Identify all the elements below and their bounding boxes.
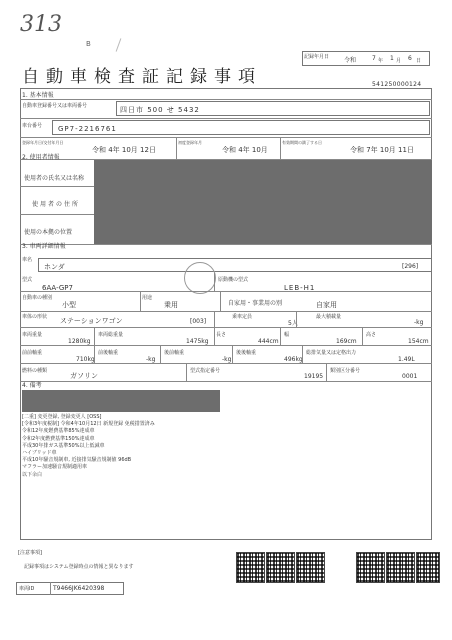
pencil-mark [116,38,122,51]
small-mark: B [86,40,91,48]
caution-header: [注意事項] [18,550,42,556]
regdate-value: 令和 4年 10月 12日 [92,146,156,154]
body-code: [003] [190,318,207,325]
kind-label: 自動車の種別 [22,295,53,301]
document-number: 541250000124 [372,81,422,88]
reg-number-value: 四日市 500 せ 5432 [120,106,200,114]
note-line: 平成10年騒音規制車, 近接排気騒音規制値 96dB [22,457,132,464]
maker-label: 車名 [22,257,33,263]
height-label: 高さ [366,332,377,338]
stamp-seal [184,262,216,294]
section1-header: 1. 基本情報 [22,92,54,99]
rear-rear-axle-value: 496kg [284,356,303,363]
expiry-label: 有効期間の満了する日 [282,140,322,145]
fuel-label: 燃料の種類 [22,368,48,374]
qr-code-4 [356,552,385,583]
category-value: 0001 [402,373,418,380]
use-label: 用途 [142,295,153,301]
document-title: 自動車検査証記録事項 [22,67,262,87]
maxload-label: 最大積載量 [316,314,342,320]
base-location-label: 使用の本拠の位置 [24,229,73,236]
front-front-axle-value: 710kg [76,356,95,363]
rear-front-axle-label: 後前軸重 [164,350,185,356]
biz-value: 自家用 [316,301,337,309]
gross-label: 車両総重量 [98,332,124,338]
maker-code: [296] [402,263,419,270]
section3-header: 3. 車両詳細情報 [22,243,66,250]
length-label: 長さ [216,332,227,338]
qr-code-1 [236,552,265,583]
kind-value: 小型 [62,301,76,309]
record-date-label: 記録年月日 [304,54,330,60]
note-line: 令和2年度燃費基準150%達成車 [22,435,95,442]
chassis-value: GP7-2216761 [58,125,117,133]
front-rear-axle-label: 前後軸重 [98,350,119,356]
note-line: ハイブリッド車 [22,450,57,457]
designation-value: 19195 [304,373,324,380]
notes-list [22,414,155,479]
chassis-label: 車台番号 [22,123,43,129]
record-date-era: 令和 [344,57,357,64]
gross-value: 1475kg [186,338,209,345]
front-rear-axle-value: -kg [146,356,156,363]
record-date-day: 6 [408,55,412,62]
width-value: 169cm [336,338,357,345]
note-line: マフラー加速騒音規制適用車 [22,464,88,471]
use-value: 乗用 [164,301,178,309]
height-value: 154cm [408,338,429,345]
regdate-label: 登録年月日/交付年月日 [22,140,64,145]
maker-box [38,258,432,272]
firstreg-label: 初度登録年月 [178,140,202,145]
record-date-year: 7 [372,55,376,62]
engine-label: 原動機の型式 [218,277,249,283]
vehicle-id-value: T9466JK6420398 [53,585,105,592]
displacement-label: 総排気量又は定格出力 [306,350,357,356]
section2-header: 2. 使用者情報 [22,154,60,161]
displacement-value: 1.49L [398,356,415,363]
width-label: 幅 [284,332,290,338]
weight-value: 1280kg [68,338,91,345]
capacity-value: 5人 [288,320,298,327]
note-line: [令和3年度税制] 令和4年10月12日 新規登録 免税措置済み [22,421,155,428]
qr-code-2 [266,552,295,583]
firstreg-value: 令和 4年 10月 [222,146,268,154]
qr-code-6 [416,552,440,583]
reg-number-label: 自動車登録番号又は車両番号 [22,103,88,109]
biz-label: 自家用・事業用の別 [228,300,283,307]
length-value: 444cm [258,338,279,345]
vehicle-id-label: 車両ID [19,586,35,592]
category-label: 類別区分番号 [330,368,361,374]
model-label: 型式 [22,277,33,283]
qr-code-3 [296,552,325,583]
record-date-month: 1 [390,55,394,62]
designation-label: 型式指定番号 [190,368,221,374]
body-label: 車体の形状 [22,314,48,320]
section4-header: 4. 備考 [22,382,42,389]
redacted-notes [22,390,220,412]
note-line: 令和12年度燃費基準85%達成車 [22,428,95,435]
capacity-label: 乗車定員 [232,314,253,320]
maker-value: ホンダ [44,263,65,271]
redacted-user-info [94,160,432,244]
weight-label: 車両重量 [22,332,43,338]
rear-rear-axle-label: 後後軸重 [236,350,257,356]
caution-text: 記録事項はシステム登録時点の情報と異なります [24,564,134,570]
engine-value: LEB-H1 [284,284,316,292]
body-value: ステーションワゴン [60,317,123,325]
handwritten-number: 313 [20,12,62,37]
fuel-value: ガソリン [70,372,98,380]
note-line: 平成30年排ガス基準50%以上低減車 [22,442,105,449]
expiry-value: 令和 7年 10月 11日 [350,146,414,154]
user-name-label: 使用者の氏名又は名称 [24,175,85,182]
front-front-axle-label: 前前軸重 [22,350,43,356]
user-address-label: 使用者の住所 [32,201,81,208]
maxload-value: -kg [414,319,424,326]
model-value: 6AA-GP7 [42,284,73,292]
qr-code-5 [386,552,415,583]
note-line: 以下余白 [22,471,43,478]
note-line: [二重] 変更登録, 登録変更人 [OSS] [22,414,102,420]
rear-front-axle-value: -kg [222,356,232,363]
